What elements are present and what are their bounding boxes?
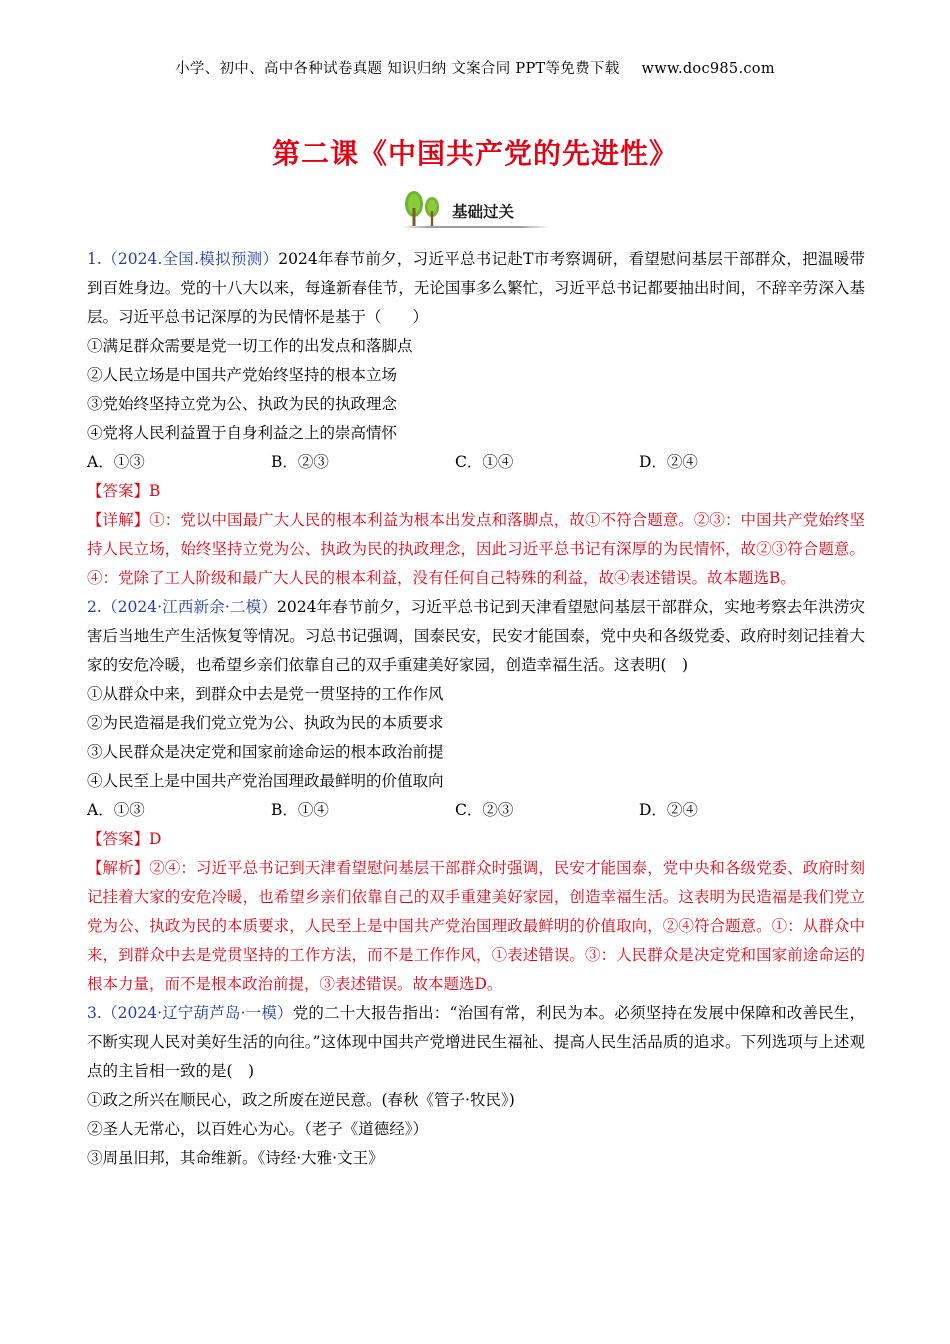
question-stem: [87, 245, 865, 332]
explanation: [87, 506, 865, 593]
explanation-text: ②④：习近平总书记到天津看望慰问基层干部群众时强调，民安才能国泰，党中央和各级党委、政府时刻记挂着大家的安危冷暖，也希望乡亲们依靠自己的双手重建美好家园，创造幸福生活。这表明为民造福是我们党立党为公、执政为民的本质要求，人民至上是中国共产党治国理政最鲜明的价值取向，②④符合题意。①：从群众中来，到群众中去是党贯坚持的工作方法，而不是工作作风，①表述错误。③：人民群众是决定党和国家前途命运的根本力量，而不是根本政治前提，③表述错误。故本题选D。: [87, 859, 865, 993]
explanation: [87, 854, 865, 999]
section-badge: [400, 190, 550, 234]
option-c: C．②③: [455, 801, 514, 819]
option-a: A．①③: [87, 453, 145, 471]
question-text: 2024年春节前夕，习近平总书记到天津看望慰问基层干部群众，实地考察去年洪涝灾害后当地生产生活恢复等情况。习总书记强调，国泰民安，民安才能国泰，党中央和各级党委、政府时刻记挂着大家的安危冷暖，也希望乡亲们依靠自己的双手重建美好家园，创造幸福生活。这表明( ): [87, 598, 865, 674]
statement-item: ③周虽旧邦，其命维新。《诗经·大雅·文王》: [87, 1149, 384, 1167]
answer-line: 【答案】B: [87, 482, 161, 500]
question-number: 2.: [87, 598, 102, 616]
question-source: （2024.全国.模拟预测）: [101, 250, 279, 268]
section-underline: [400, 226, 550, 228]
question-source: （2024·江西新余·二模）: [101, 598, 277, 616]
statement-item: ①从群众中来，到群众中去是党一贯坚持的工作作风: [87, 685, 444, 703]
statement-item: ①政之所兴在顺民心，政之所废在逆民意。(春秋《管子·牧民》): [87, 1091, 515, 1109]
question-number: 3.: [87, 1004, 102, 1022]
question-3: [87, 999, 865, 1173]
statement-item: ④党将人民利益置于自身利益之上的崇高情怀: [87, 424, 398, 442]
statement-item: ③人民群众是决定党和国家前途命运的根本政治前提: [87, 743, 444, 761]
option-a: A．①③: [87, 801, 145, 819]
statement-item: ④人民至上是中国共产党治国理政最鲜明的价值取向: [87, 772, 444, 790]
header-url[interactable]: www.doc985.com: [641, 61, 775, 77]
answer-options: [87, 448, 865, 477]
statement-item: ①满足群众需要是党一切工作的出发点和落脚点: [87, 337, 413, 355]
question-text: 2024年春节前夕，习近平总书记赴T市考察调研，看望慰问基层干部群众，把温暖带到百姓身边。党的十八大以来，每逢新春佳节，无论国事多么繁忙，习近平总书记都要抽出时间，不辞辛劳深入基层。习近平总书记深厚的为民情怀是基于（ ）: [87, 250, 865, 326]
option-b: B．①④: [271, 801, 329, 819]
header-text: 小学、初中、高中各种试卷真题 知识归纳 文案合同 PPT等免费下载: [175, 61, 620, 77]
statement-item: ③党始终坚持立党为公、执政为民的执政理念: [87, 395, 398, 413]
question-number: 1.: [87, 250, 102, 268]
explanation-tag: 【详解】: [87, 511, 150, 529]
explanation-text: ①：党以中国最广大人民的根本利益为根本出发点和落脚点，故①不符合题意。②③：中国共产党始终坚持人民立场，始终坚持立党为公、执政为民的执政理念，因此习近平总书记有深厚的为民情怀，故②③符合题意。④：党除了工人阶级和最广大人民的根本利益，没有任何自己特殊的利益，故④表述错误。故本题选B。: [87, 511, 865, 587]
option-d: D．②④: [639, 801, 698, 819]
section-label: 基础过关: [452, 203, 515, 221]
option-c: C．①④: [455, 453, 514, 471]
question-1: [87, 245, 865, 593]
option-d: D．②④: [639, 453, 698, 471]
page-header: [0, 57, 950, 78]
statement-item: ②为民造福是我们党立党为公、执政为民的本质要求: [87, 714, 444, 732]
tree-icon: [400, 190, 448, 230]
statement-item: ②人民立场是中国共产党始终坚持的根本立场: [87, 366, 398, 384]
answer-line: 【答案】D: [87, 830, 162, 848]
statement-item: ②圣人无常心，以百姓心为心。（老子《道德经》）: [87, 1120, 429, 1138]
question-2: [87, 593, 865, 999]
question-source: （2024·辽宁葫芦岛·一模）: [101, 1004, 293, 1022]
question-list: [87, 245, 865, 1173]
question-stem: [87, 999, 865, 1086]
option-b: B．②③: [271, 453, 329, 471]
answer-options: [87, 796, 865, 825]
page-title: 第二课《中国共产党的先进性》: [271, 137, 678, 170]
question-text: 党的二十大报告指出：“治国有常，利民为本。必须坚持在发展中保障和改善民生，不断实现人民对美好生活的向往。”这体现中国共产党增进民生福祉、提高人民生活品质的追求。下列选项与上述观点的主旨相一致的是( ): [87, 1004, 865, 1080]
explanation-tag: 【解析】: [87, 859, 150, 877]
question-stem: [87, 593, 865, 680]
